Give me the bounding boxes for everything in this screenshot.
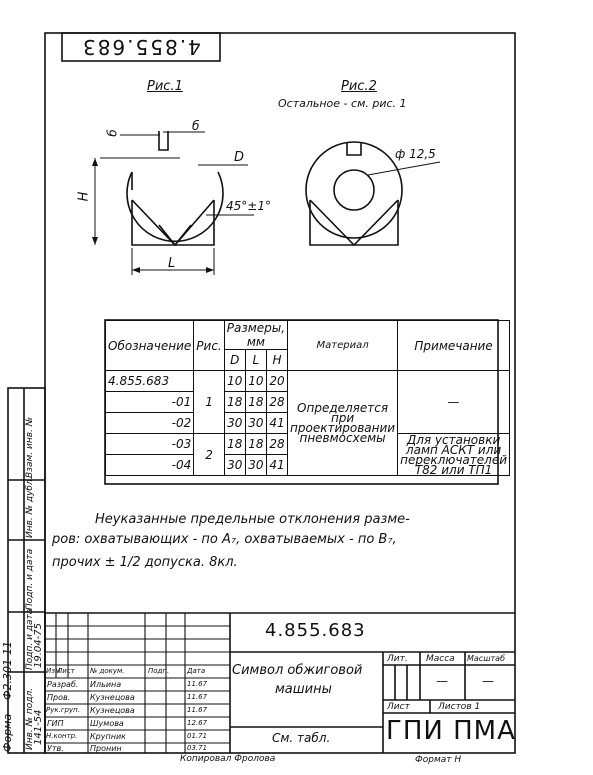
th-h: H [266, 350, 287, 371]
signer-name: Ильина [90, 680, 122, 689]
head-list: Лист [57, 667, 75, 675]
organization: ГПИ ПМА [386, 716, 516, 746]
doc-number: 4.855.683 [265, 620, 366, 641]
signer-date: 03.71 [187, 744, 208, 752]
cell-note-2: Для установки ламп АСКТ или переключателей Т82 или ТП1 [398, 434, 510, 476]
signer-date: 11.67 [187, 680, 208, 688]
footer-copied: Копировал Фролова [180, 754, 276, 764]
signer-role: Разраб. [47, 680, 79, 689]
cell-d: 10 [224, 371, 245, 392]
cell-l: 10 [245, 371, 266, 392]
cell-l: 18 [245, 392, 266, 413]
th-l: L [245, 350, 266, 371]
cell-h: 20 [266, 371, 287, 392]
signer-name: Крупник [90, 732, 126, 741]
signer-date: 11.67 [187, 706, 208, 714]
fig1-dim-d: D [234, 150, 245, 165]
col-lit: Лит. [387, 654, 408, 664]
signer-role: ГИП [47, 719, 64, 728]
cell-h: 28 [266, 434, 287, 455]
footer-format: Формат Н [415, 755, 462, 765]
signer-role: Пров. [47, 693, 71, 702]
side-s7: 19.04-75 [33, 623, 44, 668]
note-line-3: прочих ± 1/2 допуска. 8кл. [52, 555, 238, 570]
cell-des: -02 [106, 413, 194, 434]
side-s3: Подп. и дата [25, 548, 35, 610]
top-stamp-text: 4.855.683 [81, 35, 201, 59]
cell-des: -01 [106, 392, 194, 413]
fig2-diameter: ф 12,5 [395, 147, 436, 161]
col-mass: Масса [426, 654, 455, 664]
head-sign: Подп. [148, 667, 170, 675]
side-s2: Инв. № дубл. [25, 476, 35, 538]
fig1-dim-l: L [168, 256, 176, 271]
note-line-1: Неуказанные предельные отклонения разме- [95, 512, 410, 527]
th-d: D [224, 350, 245, 371]
side-s6: 141-54 [33, 709, 44, 745]
signer-date: 12.67 [187, 719, 208, 727]
cell-l: 30 [245, 413, 266, 434]
signer-name: Кузнецова [90, 706, 135, 715]
head-doc: № докум. [90, 667, 125, 675]
top-stamp [62, 33, 220, 61]
th-fig: Рис. [194, 321, 224, 371]
mass-dash: — [436, 674, 448, 688]
title-line-1: Символ обжиговой [232, 663, 363, 678]
signer-role: Рук.груп. [46, 706, 80, 714]
note-line-2: ров: охватывающих - по A₇, охватываемых - по B₇, [52, 532, 397, 547]
signer-name: Шумова [90, 719, 124, 728]
fig1-dim-b2: б [192, 119, 200, 133]
cell-h: 28 [266, 392, 287, 413]
table-row [106, 371, 510, 392]
fig1-dim-h: H [76, 191, 92, 202]
sheets-label: Листов 1 [438, 702, 481, 712]
cell-l: 30 [245, 455, 266, 476]
cell-des: -04 [106, 455, 194, 476]
side-s1: Взам. инв. № [25, 416, 35, 478]
material-ref: См. табл. [272, 731, 331, 745]
fig2-title: Рис.2 [341, 79, 377, 94]
col-scale: Масштаб [467, 654, 506, 663]
fig1-angle: 45°±1° [226, 199, 271, 213]
th-note: Примечание [398, 321, 510, 371]
fig1-title: Рис.1 [147, 79, 183, 94]
fig1-dim-b: б [105, 129, 120, 137]
signer-role: Утв. [47, 744, 64, 753]
cell-des: 4.855.683 [106, 371, 194, 392]
cell-des: -03 [106, 434, 194, 455]
th-material: Материал [288, 321, 398, 371]
head-date: Дата [187, 667, 206, 675]
cell-material: Определяется при проектировании пневмосхемы [288, 371, 398, 476]
signer-date: 11.67 [187, 693, 208, 701]
cell-fig-2: 2 [194, 434, 224, 476]
side-form: Форма [1, 713, 14, 752]
scale-dash: — [482, 674, 494, 688]
sheet-label: Лист [387, 702, 410, 712]
fig1-shape [127, 131, 223, 245]
cell-l: 18 [245, 434, 266, 455]
th-sizes: Размеры, мм [224, 321, 287, 350]
signer-name: Пронин [90, 744, 122, 753]
cell-d: 30 [224, 455, 245, 476]
cell-d: 18 [224, 392, 245, 413]
side-s4: Подп. и дата [25, 608, 35, 670]
fig2-subtitle: Остальное - см. рис. 1 [278, 97, 407, 110]
signer-role: Н.контр. [46, 732, 78, 740]
head-izm: Изм [46, 667, 61, 675]
cell-d: 18 [224, 434, 245, 455]
cell-note-dash: — [398, 371, 510, 434]
sizes-table [105, 320, 510, 476]
signer-name: Кузнецова [90, 693, 135, 702]
cell-h: 41 [266, 455, 287, 476]
side-code: Ф2.301-11 [1, 641, 14, 700]
th-designation: Обозначение [106, 321, 194, 371]
cell-d: 30 [224, 413, 245, 434]
signer-date: 01.71 [187, 732, 208, 740]
side-s5: Инв. № подл. [25, 687, 35, 750]
cell-fig-1: 1 [194, 371, 224, 434]
fig2-shape [306, 142, 402, 245]
title-line-2: машины [275, 682, 332, 697]
cell-h: 41 [266, 413, 287, 434]
